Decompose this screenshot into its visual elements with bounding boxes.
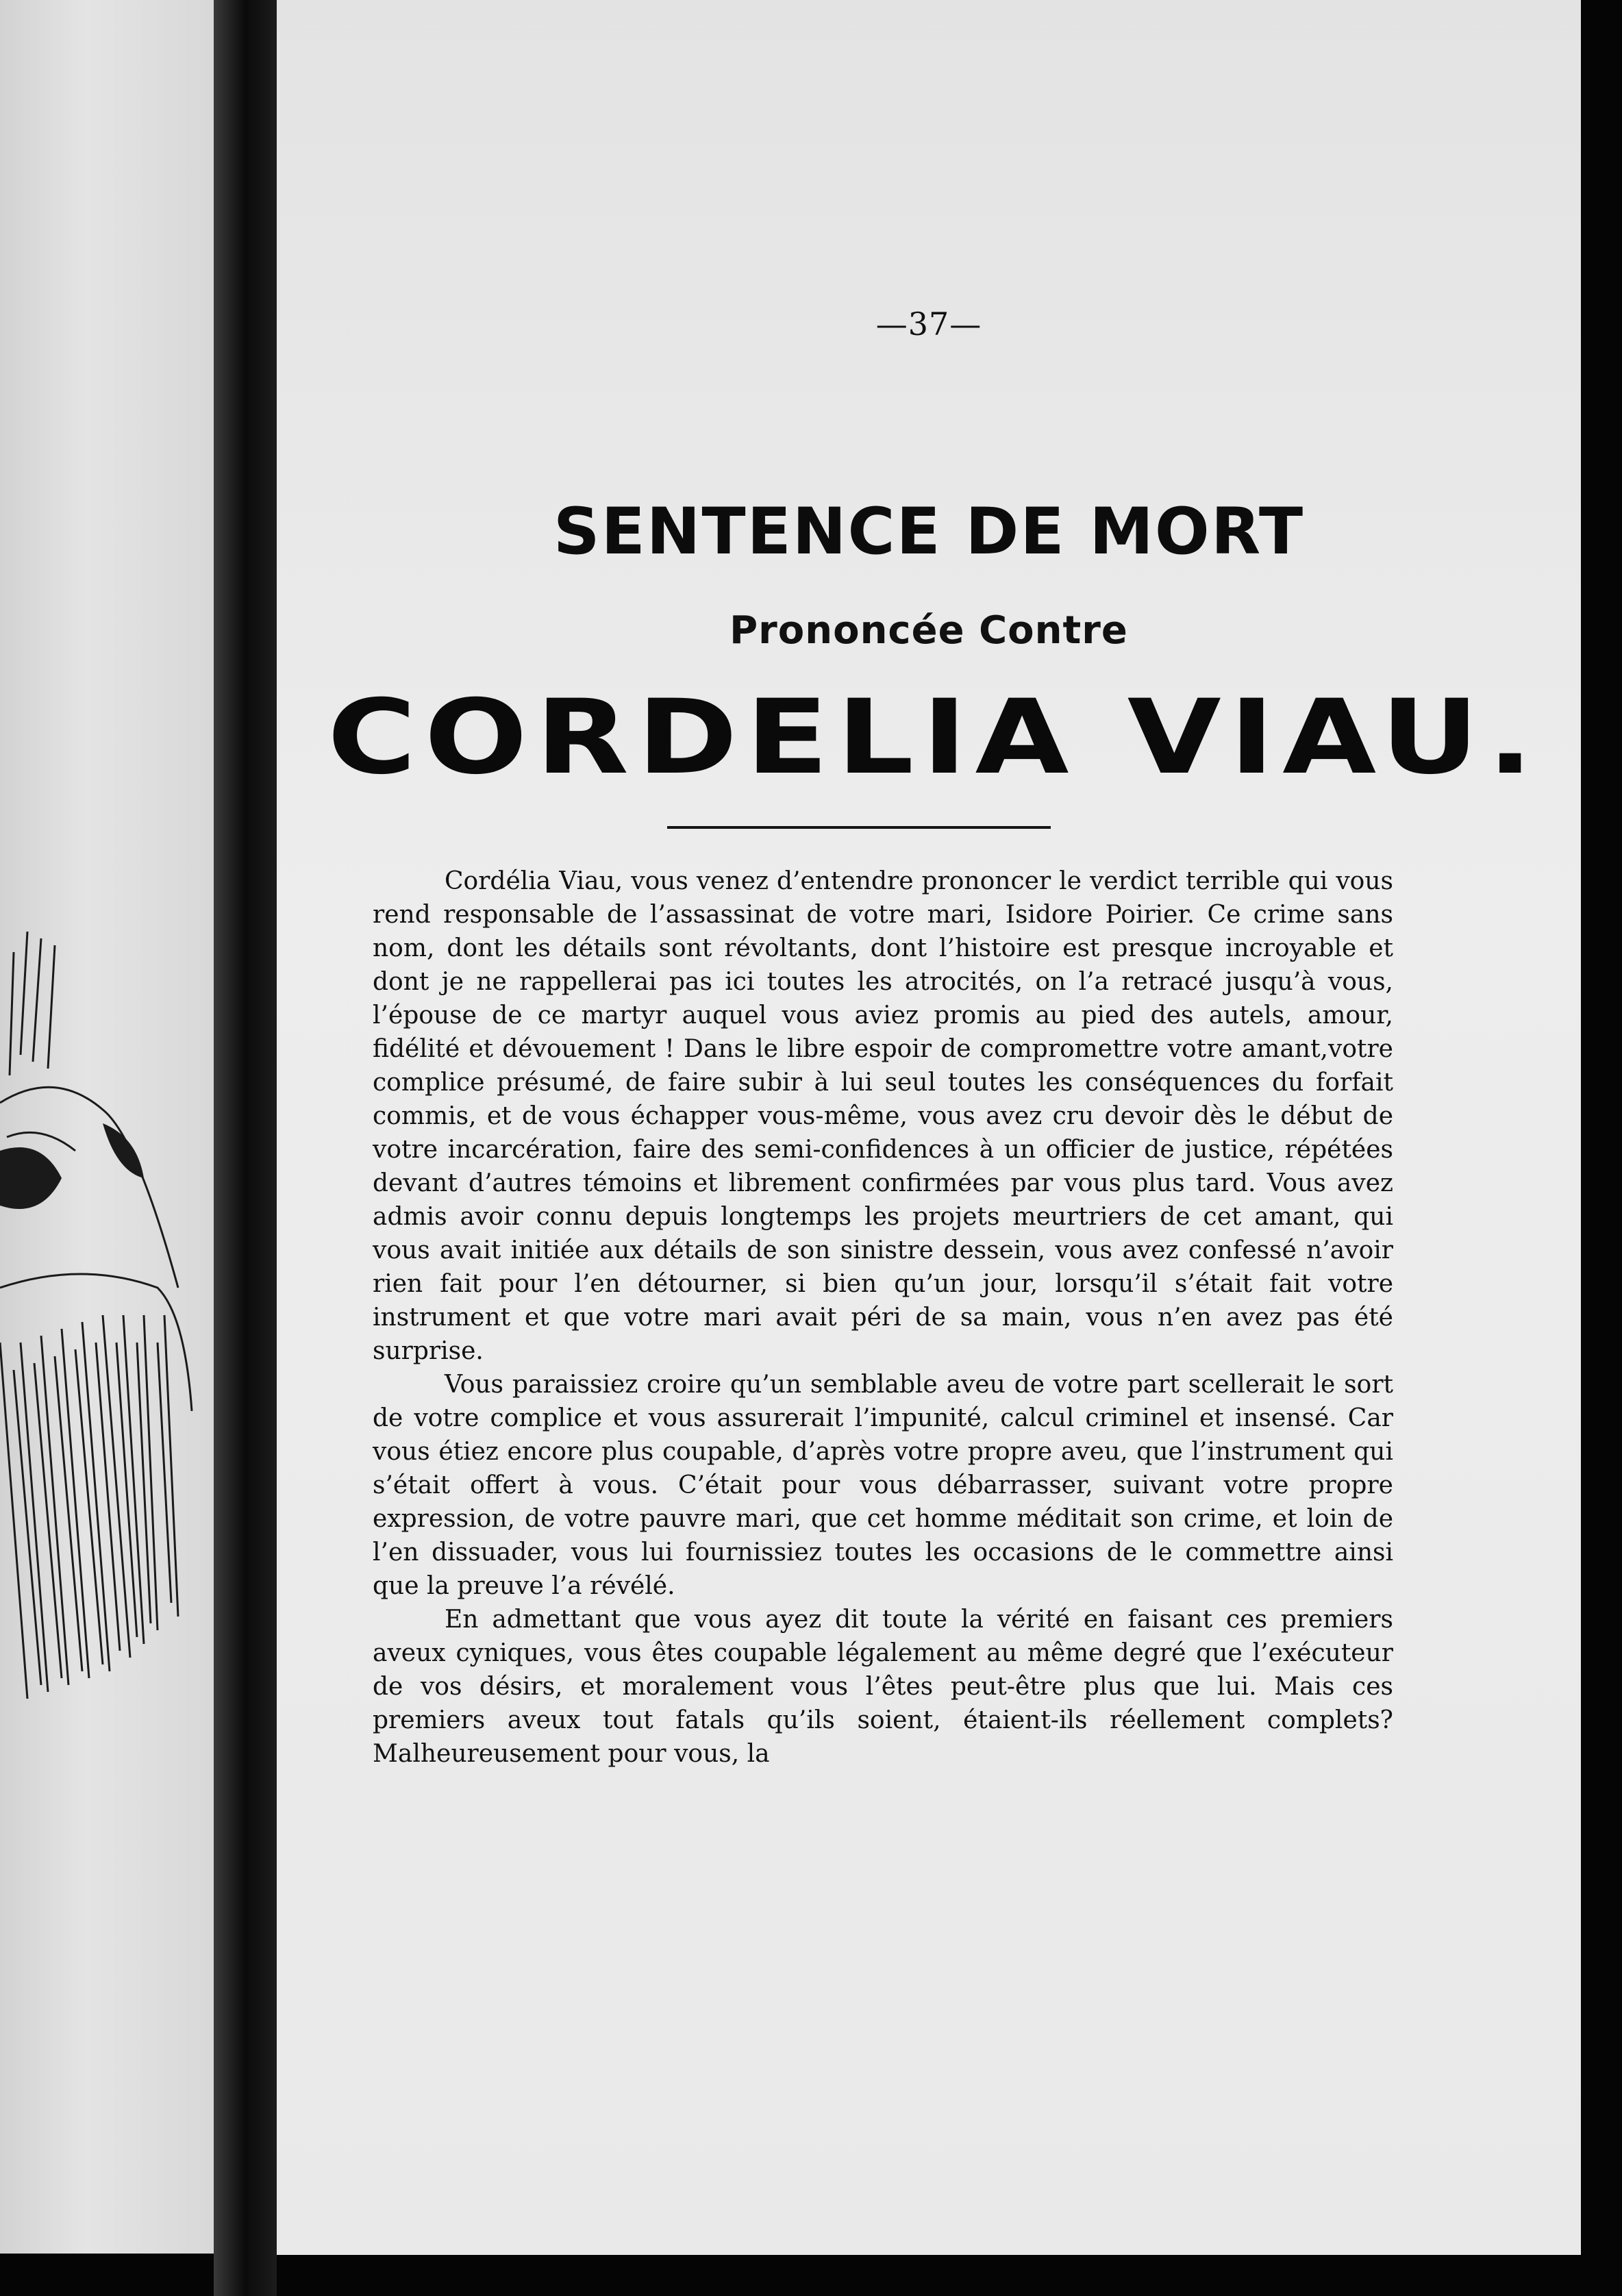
binding-gutter <box>214 0 277 2296</box>
page-subtitle: Prononcée Contre <box>729 608 1128 653</box>
adjacent-page <box>0 0 214 2254</box>
page-title: SENTENCE DE MORT <box>553 495 1305 569</box>
body-text <box>373 864 1393 1771</box>
document-page <box>277 0 1581 2255</box>
paragraph-3: En admettant que vous ayez dit toute la vérité en faisant ces premiers aveux cyniques, vous êtes coupable légalement au même degré que l’exécuteur de vos désirs, et moralement vous l’êtes peut-être plus que lui. Mais ces premiers aveux tout fatals qu’ils soient, étaient-ils réellement complets? Malheureusement pour vous, la <box>373 1606 1393 1768</box>
paragraph-2: Vous paraissiez croire qu’un semblable aveu de votre part scellerait le sort de votre complice et vous assurerait l’impunité, calcul criminel et insensé. Car vous étiez encore plus coupable, d’après votre propre aveu, que l’instrument qui s’était offert à vous. C’était pour vous débarrasser, suivant votre propre expression, de votre pauvre mari, que cet homme méditait son crime, et loin de l’en dissuader, vous lui fournissiez toutes les occasions de le commettre ainsi que la preuve l’a révélé. <box>373 1371 1393 1600</box>
page-number: —37— <box>875 305 982 342</box>
paragraph-1: Cordélia Viau, vous venez d’entendre prononcer le verdict terrible qui vous rend responsable de l’assassinat de votre mari, Isidore Poirier. Ce crime sans nom, dont les détails sont révoltants, dont l’histoire est presque incroyable et dont je ne rappellerai pas ici toutes les atrocités, on l’a retracé jusqu’à vous, l’épouse de ce martyr auquel vous aviez promis au pied des autels, amour, fidélité et dévouement ! Dans le libre espoir de compromettre votre amant,votre complice présumé, de faire subir à lui seul toutes les conséquences du forfait commis, et de vous échapper vous-même, vous avez cru devoir dès le début de votre incarcération, faire des semi-confidences à un officier de justice, répétées devant d’autres témoins et librement confirmées par vous plus tard. Vous avez admis avoir connu depuis longtemps les projets meurtriers de cet amant, qui vous avait initiée aux détails de son sinistre dessein, vous avez confessé n’avoir rien fait pour l’en détourner, si bien qu’un jour, lorsqu’il s’était fait votre instrument et que votre mari avait péri de sa main, vous n’en avez pas été surprise. <box>373 867 1393 1365</box>
divider-rule <box>667 826 1051 829</box>
defendant-name-heading: CORDELIA VIAU. <box>327 678 1542 797</box>
partial-engraving-illustration <box>0 932 205 1699</box>
